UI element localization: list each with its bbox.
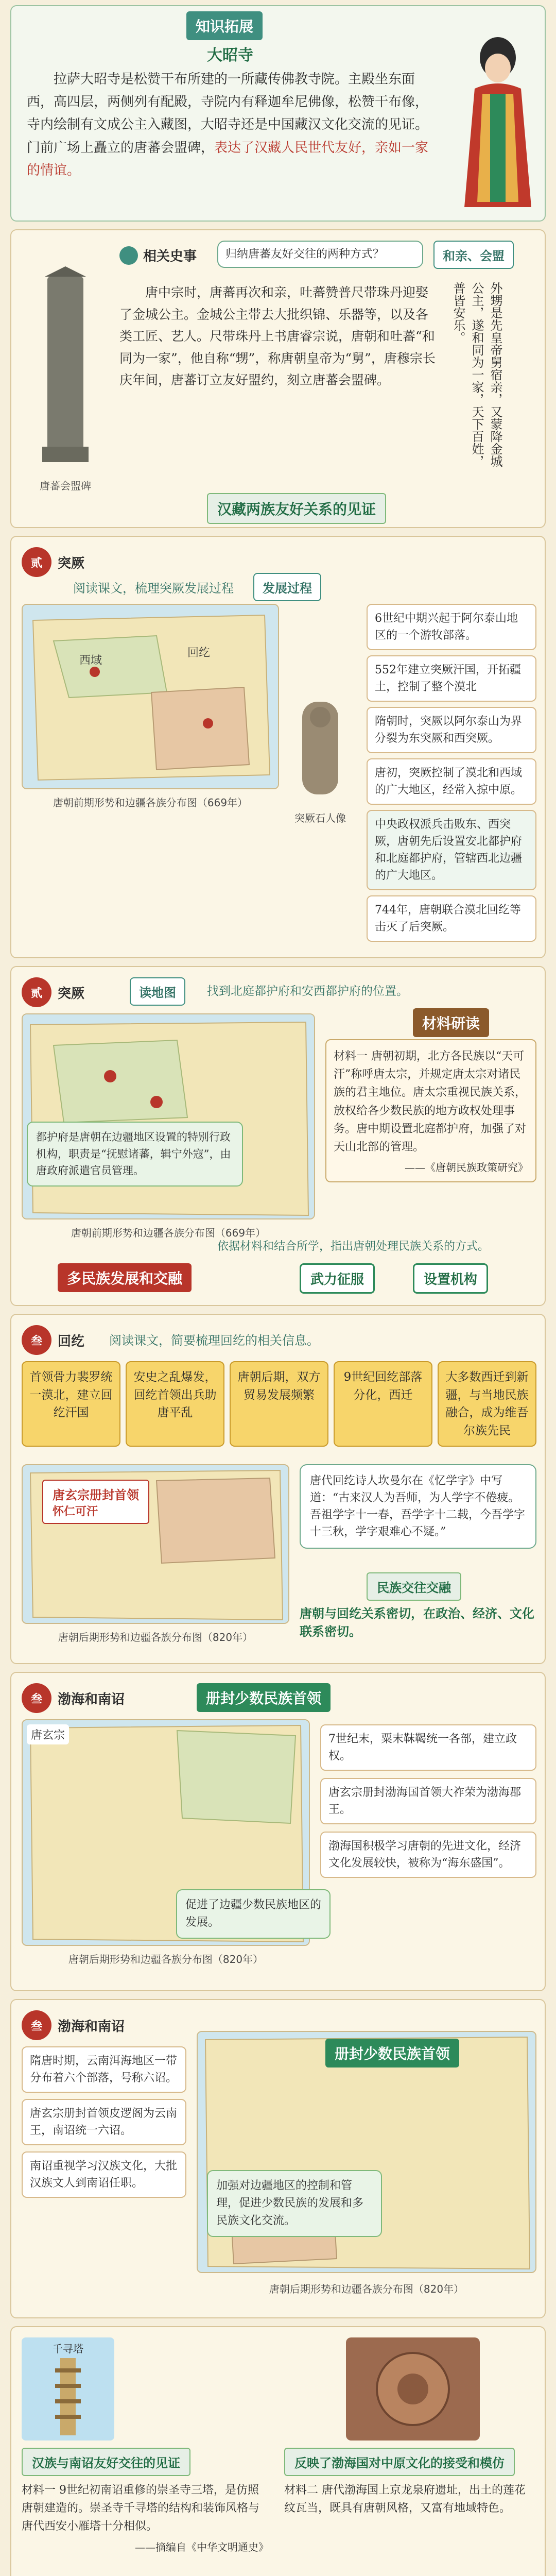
intro-text-b: ，大昭寺还是中国藏汉文化交流的见证。 xyxy=(187,117,429,133)
poem-quote: 唐代回纥诗人坎曼尔在《忆学字》中写道：“古来汉人为吾师，为人学字不倦疲。吾祖学字十一春，吾学字十二载，今吾学字十三秋，学字艰难心不疑。” xyxy=(300,1464,536,1549)
timeline-item: 隋朝时，突厥以阿尔泰山为界分裂为东突厥和西突厥。 xyxy=(367,707,536,753)
map-turkic xyxy=(22,604,279,789)
section-badge: 叁 xyxy=(22,1683,51,1713)
section-title: 回纥 xyxy=(58,1333,85,1349)
turkic-panel xyxy=(10,536,546,958)
summary-text: 唐朝与回纥关系密切，在政治、经济、文化联系密切。 xyxy=(300,1606,534,1639)
bohai-info xyxy=(320,1724,536,1878)
banner-friendship: 汉藏两族友好关系的见证 xyxy=(207,493,386,524)
stone-figure-image xyxy=(289,691,351,805)
timeline-item: 唐初，突厥控制了漠北和西域的广大地区，经常入掠中原。 xyxy=(367,758,536,805)
timeline-item: 6世纪中期兴起于阿尔泰山地区的一个游牧部落。 xyxy=(367,604,536,650)
left-title: 汉族与南诏友好交往的见证 xyxy=(22,2448,190,2476)
uyghur-box: 大多数西迁到新疆，与当地民族融合，成为维吾尔族先民 xyxy=(438,1361,536,1447)
timeline xyxy=(367,604,536,942)
map-note: 都护府是唐朝在边疆地区设置的特别行政机构，职责是“抚慰诸蕃，辑宁外寇”，由唐政府派遣官员管理。 xyxy=(27,1122,243,1187)
uyghur-boxes xyxy=(22,1361,536,1447)
stone-figure-caption: 突厥石人像 xyxy=(294,812,346,824)
section-badge: 贰 xyxy=(22,977,51,1007)
section-header xyxy=(22,547,84,577)
map-label-west: 西域 xyxy=(79,654,102,667)
red-banner: 多民族发展和交融 xyxy=(58,1263,192,1292)
section-badge: 叁 xyxy=(22,1325,51,1355)
map-svg xyxy=(23,1014,315,1219)
process-label: 发展过程 xyxy=(253,573,321,601)
nanzhao-item: 南诏重视学习汉族文化，大批汉族文人到南诏任职。 xyxy=(22,2151,186,2198)
bohai-item: 唐玄宗册封渤海国首领大祚荣为渤海郡王。 xyxy=(320,1778,536,1824)
khan-label xyxy=(42,1480,149,1524)
section-tag: 知识拓展 xyxy=(186,11,263,40)
right-title: 反映了渤海国对中原文化的接受和模仿 xyxy=(284,2448,515,2476)
page-title: 大昭寺 xyxy=(207,46,253,64)
uyghur-panel xyxy=(10,1314,546,1664)
section-title: 突厥 xyxy=(58,986,85,1002)
map-frontier xyxy=(22,1013,315,1219)
left-material: 材料一 9世纪初南诏重修的崇圣寺三塔，是仿照唐朝建造的。崇圣寺千寻塔的结构和装饰风格与唐代西安小雁塔十分相似。 xyxy=(22,2484,260,2533)
map-caption: 唐朝前期形势和边疆各族分布图（669年） xyxy=(71,1227,266,1239)
map-caption: 唐朝后期形势和边疆各族分布图（820年） xyxy=(269,2283,464,2295)
right-material: 材料二 唐代渤海国上京龙泉府遗址，出土的莲花纹瓦当，既具有唐朝风格，又富有地域特色。 xyxy=(284,2484,526,2515)
intro-text-a: 拉萨大昭寺是松赞干布所建的一所藏传佛教寺院。主殿坐东面西，高四层，两侧列有配殿，寺院内有释迦牟尼佛像，松赞干布像，寺内绘制有文成公主入藏图 xyxy=(27,72,429,133)
section-title: 渤海和南诏 xyxy=(58,2019,125,2035)
nanzhao-panel xyxy=(10,1999,546,2318)
map-caption: 唐朝后期形势和边疆各族分布图（820年） xyxy=(68,1953,264,1965)
pagoda-card xyxy=(22,2337,114,2441)
uyghur-box: 首领骨力裴罗统一漠北，建立回纥汗国 xyxy=(22,1361,120,1447)
map-label-uyghur: 回纥 xyxy=(187,647,211,659)
princess-figure xyxy=(454,27,542,212)
history-panel xyxy=(10,229,546,528)
left-evidence xyxy=(22,2337,269,2554)
right-evidence xyxy=(284,2337,536,2517)
question-bubble: 归纳唐蕃友好交往的两种方式？ xyxy=(217,241,423,268)
nanzhao-item: 唐玄宗册封首领皮逻阁为云南王，南诏统一六诏。 xyxy=(22,2099,186,2145)
answer-pill: 和亲、会盟 xyxy=(433,241,514,269)
section-badge: 贰 xyxy=(22,547,51,577)
map-caption: 唐朝后期形势和边疆各族分布图（820年） xyxy=(58,1631,253,1643)
section-badge: 叁 xyxy=(22,2010,51,2040)
material-box xyxy=(325,1039,536,1182)
map-caption: 唐朝前期形势和边疆各族分布图（669年） xyxy=(53,796,248,809)
history-heading-text: 相关史事 xyxy=(143,249,197,264)
timeline-item: 中央政权派兵击败东、西突厥，唐朝先后设置安北都护府和北庭都护府，管辖西北边疆的广大地区。 xyxy=(367,810,536,890)
map-reading-panel xyxy=(10,966,546,1306)
intro-text-c: 门前广场上矗立的唐蕃会盟碑， xyxy=(27,140,215,156)
timeline-item: 552年建立突厥汗国，开拓疆土，控制了整个漠北 xyxy=(367,655,536,702)
vertical-quote: 外甥是先皇帝舅宿亲，又蒙降金城公主，遂和同为一家，天下百姓，普皆安乐。 xyxy=(451,282,502,467)
section-title: 渤海和南诏 xyxy=(58,1691,125,1707)
question-text: 依据材料和结合所学，指出唐朝处理民族关系的方式。 xyxy=(217,1240,490,1253)
section-header xyxy=(22,1683,125,1713)
nanzhao-item: 隋唐时期，云南洱海地区一带分布着六个部落，号称六诏。 xyxy=(22,2046,186,2093)
prompt-text: 阅读课文，简要梳理回纥的相关信息。 xyxy=(109,1333,319,1348)
intro-paragraph xyxy=(27,68,439,182)
intro-highlight: 表达了汉藏人民世代友好，亲如一家的情谊。 xyxy=(27,140,429,178)
pagoda-label: 千寻塔 xyxy=(53,2343,83,2355)
enfeoff-label: 册封少数民族首领 xyxy=(197,1683,331,1712)
bohai-item: 7世纪末，粟末靺鞨统一各部，建立政权。 xyxy=(320,1724,536,1771)
material-title: 材料研读 xyxy=(413,1008,489,1037)
stele-caption: 唐蕃会盟碑 xyxy=(40,480,91,492)
knowledge-panel xyxy=(10,5,546,222)
section-header xyxy=(22,2010,125,2040)
prompt-text: 阅读课文，梳理突厥发展过程 xyxy=(73,581,234,596)
section-header xyxy=(22,977,84,1007)
khan-name: 怀仁可汗 xyxy=(53,1505,98,1518)
stone-stele-image xyxy=(22,266,109,472)
emperor-label: 唐玄宗 xyxy=(27,1724,69,1744)
bohai-note: 促进了边疆少数民族地区的发展。 xyxy=(176,1889,331,1939)
nanzhao-note: 加强对边疆地区的控制和管理，促进少数民族的发展和多民族文化交流。 xyxy=(207,2170,382,2237)
method-button-institution[interactable]: 设置机构 xyxy=(413,1263,488,1294)
tile-relic-image xyxy=(346,2337,480,2441)
exchange-label: 民族交往交融 xyxy=(367,1572,461,1601)
uyghur-box: 安史之乱爆发，回纥首领出兵助唐平乱 xyxy=(126,1361,224,1447)
left-source: ——摘编自《中华文明通史》 xyxy=(135,2540,269,2553)
read-map-label: 读地图 xyxy=(130,977,185,1006)
timeline-item: 744年，唐朝联合漠北回纥等击灭了后突厥。 xyxy=(367,895,536,942)
material-text: 材料一 唐朝初期，北方各民族以“天可汗”称呼唐太宗，并规定唐太宗对诸民族的君主地位。唐太宗重视民族关系，放权给各少数民族的地方政权处理事务。唐中期设置北庭都护府，加强了对天山北部的管理。 xyxy=(334,1050,527,1154)
uyghur-box: 9世纪回纥部落分化，西迁 xyxy=(334,1361,432,1447)
bohai-item: 渤海国积极学习唐朝的先进文化，经济文化发展较快，被称为“海东盛国”。 xyxy=(320,1832,536,1878)
section-header xyxy=(22,1325,84,1355)
enfeoff-label: 册封少数民族首领 xyxy=(325,2039,459,2067)
history-heading xyxy=(119,246,197,265)
read-map-instruction: 找到北庭都护府和安西都护府的位置。 xyxy=(207,985,408,998)
khan-label-text: 唐玄宗册封首领 xyxy=(53,1488,139,1502)
material-source: ——《唐朝民族政策研究》 xyxy=(405,1161,528,1174)
section-title: 突厥 xyxy=(58,555,85,571)
bohai-panel xyxy=(10,1672,546,1991)
nanzhao-info xyxy=(22,2046,186,2198)
evidence-panel xyxy=(10,2326,546,2576)
method-button-force[interactable]: 武力征服 xyxy=(300,1263,375,1294)
uyghur-box: 唐朝后期，双方贸易发展频繁 xyxy=(230,1361,328,1447)
history-paragraph: 唐中宗时，唐蕃再次和亲，吐蕃赞普尺带珠丹迎娶了金城公主。金城公主带去大批织锦、乐器等，以及各类工匠、艺人。尺带珠丹上书唐睿宗说，唐朝和吐蕃“和同为一家”，他自称“甥”，称唐朝皇帝为“舅”，唐穆宗长庆年间，唐蕃订立友好盟约，刻立唐蕃会盟碑。 xyxy=(119,285,436,387)
book-icon xyxy=(119,246,138,265)
map-svg xyxy=(23,605,279,789)
